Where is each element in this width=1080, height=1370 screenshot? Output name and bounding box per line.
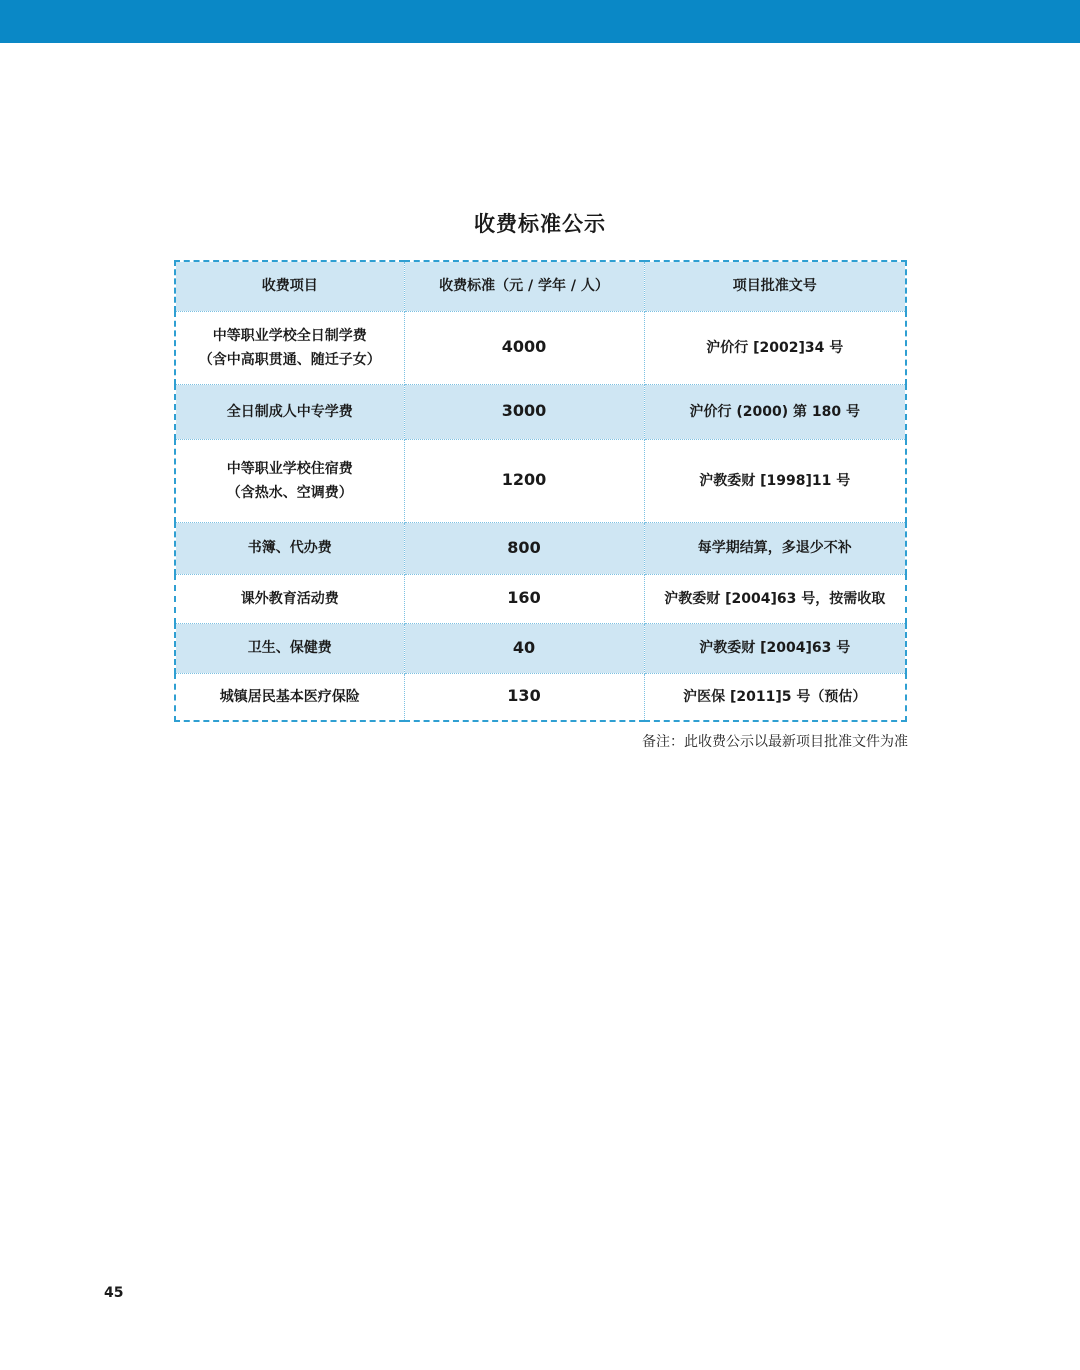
page-title: 收费标准公示 [474,211,606,236]
approval-cell: 沪价行 (2000) 第 180 号 [644,384,906,439]
item-line: （含中高职贯通、随迁子女） [198,351,381,368]
fee-value: 800 [507,537,541,557]
fee-cell [404,522,644,574]
approval-cell: 沪教委财 [2004]63 号 [644,623,906,673]
table-row [175,673,906,721]
fee-value: 4000 [501,337,547,356]
table-header-row [175,261,906,311]
approval-cell: 沪价行 [2002]34 号 [644,311,906,384]
fee-cell [404,623,644,673]
item-line: 中等职业学校全日制学费 [212,327,367,344]
approval-cell: 每学期结算，多退少不补 [644,522,906,574]
fee-cell [404,673,644,721]
header-item: 收费项目 [175,261,404,311]
table-row [175,522,906,574]
fee-cell [404,311,644,384]
item-cell [175,384,404,439]
header-approval: 项目批准文号 [644,261,906,311]
table-row [175,439,906,522]
page-number: 45 [104,1285,124,1301]
item-line: 课外教育活动费 [240,590,339,607]
item-cell [175,623,404,673]
fee-cell [404,439,644,522]
fee-cell [404,574,644,623]
item-line: 书簿、代办费 [247,540,332,556]
item-cell [175,522,404,574]
item-cell [175,574,404,623]
item-line: 卫生、保健费 [247,640,332,656]
item-cell [175,439,404,522]
table-row [175,623,906,673]
item-line: 全日制成人中专学费 [226,403,353,420]
fee-value: 3000 [501,401,547,420]
header-fee: 收费标准（元 / 学年 / 人） [404,261,644,311]
table-row [175,311,906,384]
approval-cell: 沪医保 [2011]5 号（预估） [644,673,906,721]
fee-value: 1200 [501,470,547,489]
footnote: 备注：此收费公示以最新项目批准文件为准 [642,734,908,750]
fee-cell [404,384,644,439]
fee-value: 40 [512,637,536,657]
item-cell [175,673,404,721]
top-banner [0,0,1080,43]
fee-table [174,260,907,722]
table-row [175,384,906,439]
fee-value: 130 [507,686,541,706]
item-line: 城镇居民基本医疗保险 [219,688,360,705]
approval-cell: 沪教委财 [1998]11 号 [644,439,906,522]
item-cell [175,311,404,384]
approval-cell: 沪教委财 [2004]63 号，按需收取 [644,574,906,623]
item-line: 中等职业学校住宿费 [226,460,353,477]
fee-value: 160 [507,588,541,607]
item-line: （含热水、空调费） [226,484,353,501]
table-row [175,574,906,623]
